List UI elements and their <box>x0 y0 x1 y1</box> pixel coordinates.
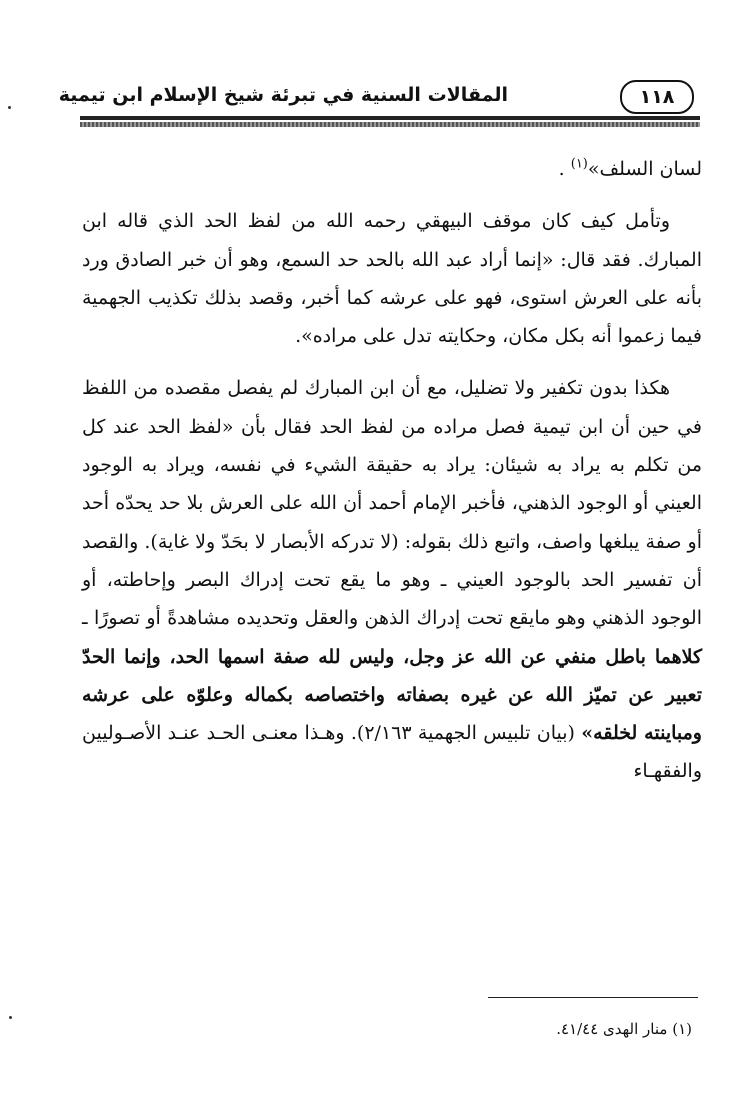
scan-speck <box>9 1016 12 1019</box>
paragraph-1-text: لسان السلف» <box>587 158 702 180</box>
paragraph-3 <box>82 369 702 790</box>
paragraph-3-bold-quote: كلاهما باطل منفي عن الله عز وجل، وليس لله صفة اسمها الحد، وإنما الحدّ تعبير عن تميّز الله عن غيره بصفاته واختصاصه بكماله وعلوّه على عرشه ومباينته لخلقه» <box>82 645 702 745</box>
header-rule-thick <box>80 116 700 120</box>
footnote-reference: (١) <box>570 156 588 172</box>
footnote-text: منار الهدى ٤١/٤٤. <box>556 1020 668 1038</box>
page-number-badge: ١١٨ <box>620 80 694 114</box>
footnote-marker: (١) <box>672 1020 692 1038</box>
footnote-separator <box>488 997 698 998</box>
main-text <box>82 150 702 805</box>
header-rule-textured <box>80 122 700 127</box>
page-header <box>58 78 698 118</box>
running-title: المقالات السنية في تبرئة شيخ الإسلام ابن تيمية <box>58 84 508 106</box>
paragraph-2: وتأمل كيف كان موقف البيهقي رحمه الله من لفظ الحد الذي قاله ابن المبارك. فقد قال: «إنما أراد عبد الله بالحد حد السمع، وهو أن خبر الصادق ورد بأنه على العرش استوى، فهو على عرشه كما أخبر، وقصد بذلك تكذيب الجهمية فيما زعموا أنه بكل مكان، وحكايته تدل على مراده». <box>82 210 702 348</box>
paragraph-1-end: . <box>558 158 571 180</box>
paragraph-1 <box>82 150 702 188</box>
footnote-1 <box>556 1020 692 1038</box>
paragraph-3-normal: هكذا بدون تكفير ولا تضليل، مع أن ابن المبارك لم يفصل مقصده من اللفظ في حين أن ابن تيمية فصل مراده من لفظ الحد فقال بأن «لفظ الحد عند كل من تكلم به يراد به شيئان: يراد به حقيقة الشيء في نفسه، ويراد به الوجود العيني أو الوجود الذهني، فأخبر الإمام أحمد أن الله على العرش بلا حد يحدّه أحد أو صفة يبلغها واصف، واتبع ذلك بقوله: (لا تدركه الأبصار لا بحَدّ ولا غاية). والقصد أن تفسير الحد بالوجود العيني ـ وهو ما يقع تحت إدراك البصر وإحاطته، أو الوجود الذهني وهو مايقع تحت إدراك الذهن والعقل وتحديده مشاهدةً أو تصورًا ـ <box>82 377 702 630</box>
paragraph-3-tail: (بيان تلبيس الجهمية ٢/١٦٣). وهـذا معنـى الحـد عنـد الأصـوليين والفقهـاء <box>82 722 702 783</box>
scan-speck <box>8 106 11 109</box>
